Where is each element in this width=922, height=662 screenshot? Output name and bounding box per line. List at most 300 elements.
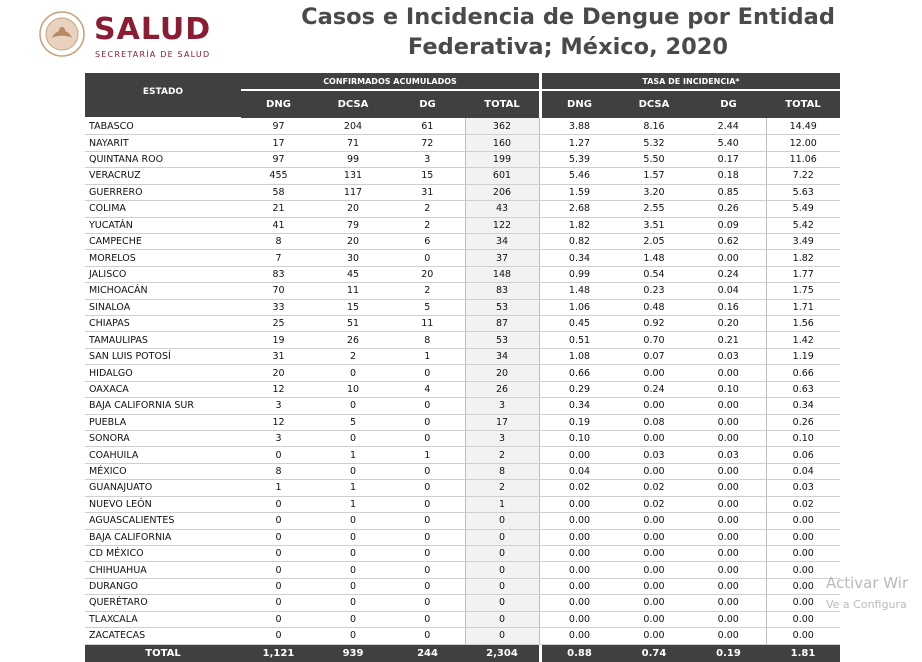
cell-total: 53 (465, 299, 539, 315)
cell-estado: YUCATÁN (85, 217, 241, 233)
cell-tasa-dcsa: 0.00 (617, 578, 691, 594)
cell-dg: 0 (390, 578, 465, 594)
total-total: 2,304 (465, 644, 539, 662)
cell-tasa-dg: 5.40 (691, 135, 766, 151)
table-row (85, 135, 840, 151)
cell-dcsa: 2 (316, 348, 390, 364)
cell-dg: 0 (390, 480, 465, 496)
cell-estado: QUERÉTARO (85, 595, 241, 611)
cell-tasa-total: 0.00 (766, 529, 840, 545)
table-row (85, 463, 840, 479)
cell-tasa-dng: 0.02 (542, 480, 617, 496)
cell-tasa-dng: 0.45 (542, 316, 617, 332)
cell-total: 8 (465, 463, 539, 479)
cell-tasa-dg: 0.18 (691, 168, 766, 184)
table-row (85, 233, 840, 249)
cell-dcsa: 71 (316, 135, 390, 151)
cell-estado: DURANGO (85, 578, 241, 594)
cell-dcsa: 5 (316, 414, 390, 430)
tasa-header: TASA DE INCIDENCIA* (542, 73, 840, 90)
cell-tasa-dcsa: 0.00 (617, 463, 691, 479)
cell-tasa-total: 0.04 (766, 463, 840, 479)
cell-estado: VERACRUZ (85, 168, 241, 184)
cell-tasa-total: 11.06 (766, 151, 840, 167)
cell-dcsa: 0 (316, 365, 390, 381)
cell-tasa-dg: 2.44 (691, 118, 766, 135)
total-tasa-dcsa: 0.74 (617, 644, 691, 662)
cell-tasa-dg: 0.00 (691, 398, 766, 414)
cell-tasa-dng: 5.39 (542, 151, 617, 167)
cell-tasa-total: 5.49 (766, 201, 840, 217)
cell-dcsa: 30 (316, 250, 390, 266)
cell-total: 37 (465, 250, 539, 266)
cell-dng: 0 (241, 595, 316, 611)
total-dcsa: 939 (316, 644, 390, 662)
cell-tasa-dcsa: 0.00 (617, 611, 691, 627)
cell-dg: 11 (390, 316, 465, 332)
cell-dng: 20 (241, 365, 316, 381)
cell-dng: 12 (241, 414, 316, 430)
col-dcsa: DCSA (316, 90, 390, 118)
cell-tasa-dg: 0.03 (691, 447, 766, 463)
cell-tasa-dg: 0.00 (691, 545, 766, 561)
cell-dcsa: 0 (316, 431, 390, 447)
table-row (85, 496, 840, 512)
table-row (85, 266, 840, 282)
cell-tasa-dg: 0.00 (691, 529, 766, 545)
cell-estado: TABASCO (85, 118, 241, 135)
cell-tasa-dng: 0.66 (542, 365, 617, 381)
cell-dg: 1 (390, 447, 465, 463)
cell-dg: 8 (390, 332, 465, 348)
cell-tasa-dg: 0.00 (691, 463, 766, 479)
cell-dg: 0 (390, 545, 465, 561)
cell-estado: NAYARIT (85, 135, 241, 151)
cell-tasa-total: 0.00 (766, 578, 840, 594)
table-row (85, 283, 840, 299)
cell-tasa-total: 0.26 (766, 414, 840, 430)
cell-tasa-total: 3.49 (766, 233, 840, 249)
cell-tasa-total: 1.19 (766, 348, 840, 364)
cell-tasa-dcsa: 8.16 (617, 118, 691, 135)
cell-dng: 3 (241, 398, 316, 414)
col-tasa-dng: DNG (542, 90, 617, 118)
cell-estado: CD MÉXICO (85, 545, 241, 561)
cell-dcsa: 0 (316, 513, 390, 529)
cell-tasa-dng: 0.04 (542, 463, 617, 479)
cell-dg: 0 (390, 595, 465, 611)
cell-tasa-dng: 0.00 (542, 529, 617, 545)
cell-total: 0 (465, 529, 539, 545)
table-row (85, 513, 840, 529)
cell-tasa-total: 1.56 (766, 316, 840, 332)
cell-dcsa: 99 (316, 151, 390, 167)
cell-tasa-dng: 0.00 (542, 545, 617, 561)
cell-dcsa: 0 (316, 611, 390, 627)
cell-tasa-dcsa: 0.00 (617, 365, 691, 381)
cell-tasa-dng: 0.34 (542, 398, 617, 414)
table-row (85, 316, 840, 332)
cell-tasa-dng: 0.10 (542, 431, 617, 447)
cell-dg: 2 (390, 283, 465, 299)
cell-dng: 31 (241, 348, 316, 364)
cell-tasa-dcsa: 0.00 (617, 398, 691, 414)
cell-dg: 0 (390, 398, 465, 414)
cell-tasa-dg: 0.16 (691, 299, 766, 315)
cell-tasa-dcsa: 0.03 (617, 447, 691, 463)
cell-dcsa: 131 (316, 168, 390, 184)
dengue-table (85, 73, 840, 662)
cell-tasa-dcsa: 0.02 (617, 480, 691, 496)
cell-tasa-dg: 0.85 (691, 184, 766, 200)
total-tasa-dng: 0.88 (542, 644, 617, 662)
cell-total: 2 (465, 480, 539, 496)
cell-tasa-dcsa: 0.07 (617, 348, 691, 364)
cell-tasa-total: 12.00 (766, 135, 840, 151)
table-row (85, 578, 840, 594)
title-line-1: Casos e Incidencia de Dengue por Entidad (301, 4, 835, 30)
table-row (85, 365, 840, 381)
cell-dng: 3 (241, 431, 316, 447)
cell-dcsa: 45 (316, 266, 390, 282)
cell-tasa-dcsa: 0.00 (617, 545, 691, 561)
cell-dng: 58 (241, 184, 316, 200)
cell-tasa-dcsa: 0.24 (617, 381, 691, 397)
table-row (85, 595, 840, 611)
cell-tasa-dng: 0.19 (542, 414, 617, 430)
cell-tasa-dng: 0.00 (542, 447, 617, 463)
cell-total: 160 (465, 135, 539, 151)
cell-estado: PUEBLA (85, 414, 241, 430)
group-header-row (85, 73, 840, 90)
cell-tasa-total: 1.77 (766, 266, 840, 282)
cell-tasa-dg: 0.00 (691, 365, 766, 381)
cell-tasa-dcsa: 0.00 (617, 628, 691, 644)
cell-dng: 0 (241, 529, 316, 545)
cell-tasa-dg: 0.00 (691, 595, 766, 611)
cell-estado: CAMPECHE (85, 233, 241, 249)
cell-dcsa: 0 (316, 545, 390, 561)
cell-tasa-dng: 0.00 (542, 628, 617, 644)
cell-dg: 31 (390, 184, 465, 200)
cell-tasa-dng: 0.00 (542, 595, 617, 611)
table-row (85, 118, 840, 135)
total-tasa-total: 1.81 (766, 644, 840, 662)
cell-total: 34 (465, 233, 539, 249)
cell-dng: 1 (241, 480, 316, 496)
cell-dng: 25 (241, 316, 316, 332)
cell-tasa-dg: 0.24 (691, 266, 766, 282)
cell-estado: HIDALGO (85, 365, 241, 381)
cell-total: 0 (465, 545, 539, 561)
cell-estado: TLAXCALA (85, 611, 241, 627)
cell-total: 3 (465, 431, 539, 447)
table-row (85, 529, 840, 545)
cell-dg: 20 (390, 266, 465, 282)
cell-dg: 2 (390, 201, 465, 217)
cell-dcsa: 0 (316, 578, 390, 594)
cell-tasa-total: 1.42 (766, 332, 840, 348)
total-dg: 244 (390, 644, 465, 662)
cell-dcsa: 0 (316, 529, 390, 545)
cell-estado: BAJA CALIFORNIA (85, 529, 241, 545)
col-tasa-dg: DG (691, 90, 766, 118)
col-tasa-dcsa: DCSA (617, 90, 691, 118)
total-tasa-dg: 0.19 (691, 644, 766, 662)
cell-dg: 0 (390, 513, 465, 529)
cell-estado: MICHOACÁN (85, 283, 241, 299)
cell-dcsa: 1 (316, 480, 390, 496)
cell-dg: 0 (390, 529, 465, 545)
table-row (85, 250, 840, 266)
cell-total: 0 (465, 513, 539, 529)
cell-dg: 4 (390, 381, 465, 397)
cell-estado: MORELOS (85, 250, 241, 266)
cell-tasa-total: 0.00 (766, 611, 840, 627)
cell-total: 362 (465, 118, 539, 135)
cell-dcsa: 1 (316, 496, 390, 512)
cell-dng: 0 (241, 611, 316, 627)
cell-total: 122 (465, 217, 539, 233)
cell-total: 17 (465, 414, 539, 430)
cell-total: 199 (465, 151, 539, 167)
cell-dng: 0 (241, 513, 316, 529)
cell-dng: 8 (241, 233, 316, 249)
table-body (85, 118, 840, 644)
cell-dng: 8 (241, 463, 316, 479)
cell-dng: 19 (241, 332, 316, 348)
cell-dg: 3 (390, 151, 465, 167)
cell-tasa-dcsa: 0.02 (617, 496, 691, 512)
cell-tasa-total: 1.82 (766, 250, 840, 266)
cell-dg: 0 (390, 414, 465, 430)
table-row (85, 201, 840, 217)
cell-estado: COAHUILA (85, 447, 241, 463)
cell-dg: 0 (390, 562, 465, 578)
cell-tasa-total: 5.42 (766, 217, 840, 233)
cell-tasa-total: 0.00 (766, 628, 840, 644)
cell-total: 601 (465, 168, 539, 184)
cell-dg: 6 (390, 233, 465, 249)
total-row (85, 644, 840, 662)
cell-dng: 0 (241, 628, 316, 644)
cell-total: 0 (465, 595, 539, 611)
cell-tasa-dng: 0.00 (542, 578, 617, 594)
cell-tasa-dg: 0.26 (691, 201, 766, 217)
cell-tasa-dcsa: 3.20 (617, 184, 691, 200)
cell-dcsa: 15 (316, 299, 390, 315)
col-dng: DNG (241, 90, 316, 118)
cell-dg: 1 (390, 348, 465, 364)
cell-estado: SONORA (85, 431, 241, 447)
cell-tasa-total: 0.02 (766, 496, 840, 512)
cell-tasa-dng: 2.68 (542, 201, 617, 217)
cell-tasa-total: 0.00 (766, 595, 840, 611)
cell-tasa-dng: 1.59 (542, 184, 617, 200)
cell-dng: 41 (241, 217, 316, 233)
table-row (85, 217, 840, 233)
cell-tasa-dcsa: 1.48 (617, 250, 691, 266)
cell-tasa-total: 0.63 (766, 381, 840, 397)
cell-tasa-dng: 3.88 (542, 118, 617, 135)
cell-dng: 0 (241, 496, 316, 512)
table-row (85, 611, 840, 627)
cell-tasa-dg: 0.62 (691, 233, 766, 249)
cell-tasa-dcsa: 0.00 (617, 562, 691, 578)
cell-total: 26 (465, 381, 539, 397)
cell-tasa-total: 1.71 (766, 299, 840, 315)
cell-dg: 0 (390, 463, 465, 479)
cell-tasa-dng: 1.08 (542, 348, 617, 364)
cell-tasa-dng: 1.06 (542, 299, 617, 315)
cell-estado: CHIAPAS (85, 316, 241, 332)
cell-dng: 0 (241, 545, 316, 561)
cell-tasa-dcsa: 5.50 (617, 151, 691, 167)
table-row (85, 299, 840, 315)
table-row (85, 414, 840, 430)
cell-dg: 0 (390, 431, 465, 447)
cell-total: 43 (465, 201, 539, 217)
cell-tasa-dg: 0.00 (691, 431, 766, 447)
cell-estado: AGUASCALIENTES (85, 513, 241, 529)
cell-total: 83 (465, 283, 539, 299)
cell-dcsa: 204 (316, 118, 390, 135)
cell-total: 3 (465, 398, 539, 414)
cell-dg: 15 (390, 168, 465, 184)
cell-dng: 455 (241, 168, 316, 184)
cell-tasa-dng: 5.46 (542, 168, 617, 184)
cell-total: 34 (465, 348, 539, 364)
cell-tasa-total: 0.34 (766, 398, 840, 414)
cell-tasa-dg: 0.04 (691, 283, 766, 299)
cell-estado: JALISCO (85, 266, 241, 282)
cell-dg: 72 (390, 135, 465, 151)
cell-dcsa: 117 (316, 184, 390, 200)
cell-tasa-total: 0.03 (766, 480, 840, 496)
cell-dng: 97 (241, 118, 316, 135)
cell-tasa-dcsa: 3.51 (617, 217, 691, 233)
cell-dg: 0 (390, 628, 465, 644)
cell-tasa-dcsa: 0.00 (617, 529, 691, 545)
cell-dcsa: 20 (316, 233, 390, 249)
cell-tasa-dng: 0.00 (542, 496, 617, 512)
cell-tasa-dg: 0.17 (691, 151, 766, 167)
cell-estado: MÉXICO (85, 463, 241, 479)
cell-estado: GUERRERO (85, 184, 241, 200)
cell-tasa-dg: 0.20 (691, 316, 766, 332)
cell-total: 2 (465, 447, 539, 463)
table-row (85, 348, 840, 364)
cell-tasa-dg: 0.03 (691, 348, 766, 364)
cell-dng: 17 (241, 135, 316, 151)
cell-tasa-total: 0.00 (766, 562, 840, 578)
cell-total: 0 (465, 562, 539, 578)
table-row (85, 184, 840, 200)
cell-tasa-dng: 1.48 (542, 283, 617, 299)
activation-watermark: Activar Wir (826, 574, 909, 592)
cell-tasa-dcsa: 0.92 (617, 316, 691, 332)
cell-dng: 33 (241, 299, 316, 315)
cell-estado: BAJA CALIFORNIA SUR (85, 398, 241, 414)
estado-header: ESTADO (85, 73, 241, 118)
cell-estado: QUINTANA ROO (85, 151, 241, 167)
cell-estado: TAMAULIPAS (85, 332, 241, 348)
cell-dcsa: 0 (316, 595, 390, 611)
cell-tasa-total: 0.66 (766, 365, 840, 381)
cell-tasa-dng: 0.34 (542, 250, 617, 266)
cell-tasa-dcsa: 5.32 (617, 135, 691, 151)
table-row (85, 545, 840, 561)
cell-dcsa: 79 (316, 217, 390, 233)
cell-dng: 0 (241, 562, 316, 578)
cell-tasa-dng: 1.82 (542, 217, 617, 233)
cell-tasa-dg: 0.00 (691, 628, 766, 644)
total-dng: 1,121 (241, 644, 316, 662)
table-row (85, 381, 840, 397)
title-line-2: Federativa; México, 2020 (407, 34, 729, 60)
cell-dcsa: 0 (316, 562, 390, 578)
cell-dg: 0 (390, 250, 465, 266)
table-row (85, 168, 840, 184)
col-tasa-total: TOTAL (766, 90, 840, 118)
page-title (262, 2, 874, 62)
cell-total: 1 (465, 496, 539, 512)
table-row (85, 431, 840, 447)
cell-total: 0 (465, 578, 539, 594)
cell-dng: 97 (241, 151, 316, 167)
confirmados-header: CONFIRMADOS ACUMULADOS (241, 73, 539, 90)
cell-dng: 21 (241, 201, 316, 217)
cell-dng: 7 (241, 250, 316, 266)
cell-estado: NUEVO LEÓN (85, 496, 241, 512)
cell-tasa-dcsa: 0.00 (617, 595, 691, 611)
cell-tasa-dng: 0.51 (542, 332, 617, 348)
cell-tasa-dng: 1.27 (542, 135, 617, 151)
cell-dg: 0 (390, 611, 465, 627)
cell-tasa-dng: 0.00 (542, 611, 617, 627)
cell-dcsa: 11 (316, 283, 390, 299)
salud-logo (38, 10, 258, 62)
cell-dcsa: 10 (316, 381, 390, 397)
table-row (85, 562, 840, 578)
cell-tasa-dg: 0.09 (691, 217, 766, 233)
cell-estado: CHIHUAHUA (85, 562, 241, 578)
cell-tasa-dng: 0.00 (542, 562, 617, 578)
cell-dcsa: 20 (316, 201, 390, 217)
brand-name: SALUD (94, 12, 212, 47)
cell-total: 20 (465, 365, 539, 381)
cell-dcsa: 0 (316, 628, 390, 644)
cell-dg: 5 (390, 299, 465, 315)
cell-tasa-dng: 0.82 (542, 233, 617, 249)
cell-dng: 0 (241, 578, 316, 594)
table-row (85, 398, 840, 414)
table-row (85, 447, 840, 463)
cell-tasa-total: 0.10 (766, 431, 840, 447)
cell-dcsa: 1 (316, 447, 390, 463)
cell-tasa-dg: 0.00 (691, 480, 766, 496)
cell-tasa-dcsa: 1.57 (617, 168, 691, 184)
table-row (85, 151, 840, 167)
cell-tasa-dg: 0.00 (691, 562, 766, 578)
cell-tasa-dg: 0.00 (691, 414, 766, 430)
cell-tasa-dg: 0.00 (691, 250, 766, 266)
cell-tasa-total: 1.75 (766, 283, 840, 299)
cell-dng: 83 (241, 266, 316, 282)
cell-estado: ZACATECAS (85, 628, 241, 644)
table-row (85, 332, 840, 348)
cell-tasa-total: 7.22 (766, 168, 840, 184)
